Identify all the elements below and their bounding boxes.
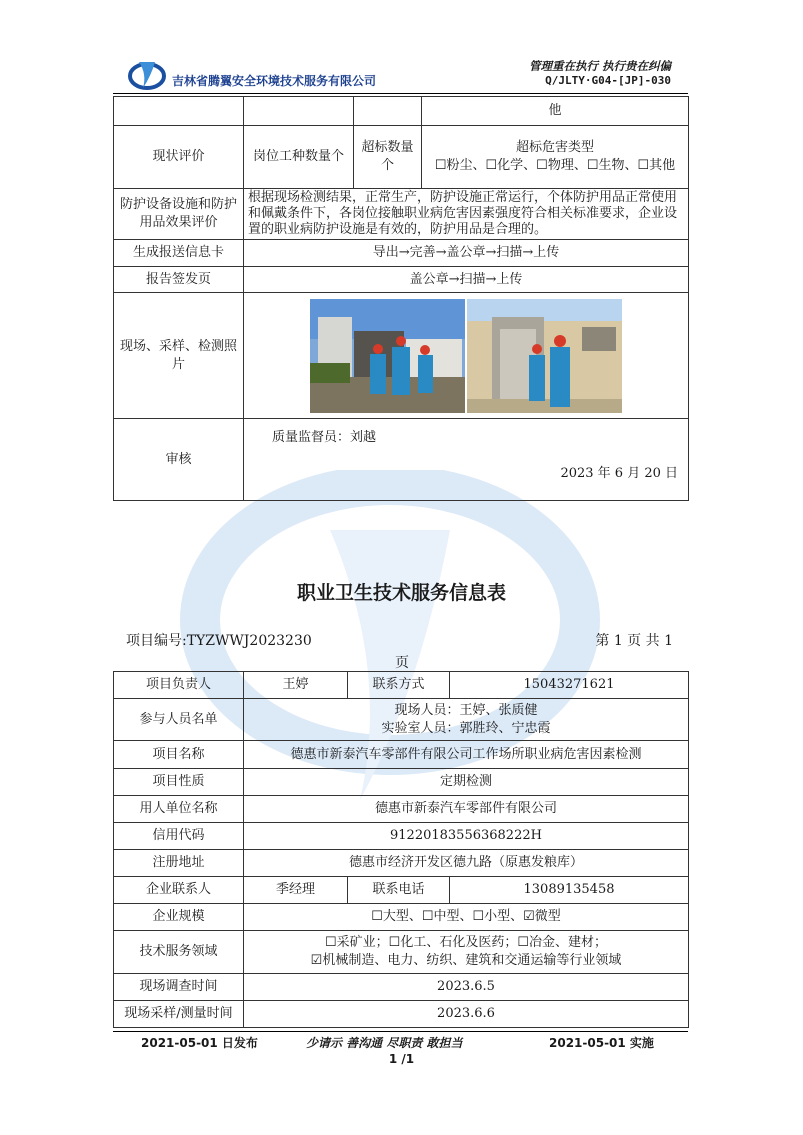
quality-supervisor: 质量监督员：刘越 xyxy=(272,430,377,445)
status-eval-label: 现状评价 xyxy=(114,126,244,189)
hazard-type-options: ☐粉尘、☐化学、☐物理、☐生物、☐其他 xyxy=(434,158,676,173)
contact-value: 15043271621 xyxy=(450,672,689,699)
project-nature-label: 项目性质 xyxy=(114,769,244,796)
over-count-label: 超标数量个 xyxy=(354,126,422,189)
service-field-value xyxy=(244,931,689,974)
header-motto: 管理重在执行 执行贵在纠偏 xyxy=(528,59,671,73)
info-card-flow: 导出→完善→盖公章→扫描→上传 xyxy=(244,240,689,267)
service-field-line1: ☐采矿业；☐化工、石化及医药；☐冶金、建材； xyxy=(325,935,607,950)
survey-time-label: 现场调查时间 xyxy=(114,974,244,1001)
company-logo-icon xyxy=(127,56,167,92)
photo-label: 现场、采样、检测照片 xyxy=(114,293,244,419)
phone-label: 联系电话 xyxy=(348,877,450,904)
hazard-options-continued: 他 xyxy=(422,97,689,126)
address-label: 注册地址 xyxy=(114,850,244,877)
review-label: 审核 xyxy=(114,419,244,501)
phone-value: 13089135458 xyxy=(450,877,689,904)
service-field-label: 技术服务领域 xyxy=(114,931,244,974)
protection-eval-label: 防护设备设施和防护用品效果评价 xyxy=(114,189,244,240)
participants-value xyxy=(244,699,689,741)
survey-time-value: 2023.6.5 xyxy=(244,974,689,1001)
footer-slogan: 少请示 善沟通 尽职责 敢担当 xyxy=(306,1036,463,1050)
scale-value: ☐大型、☐中型、☐小型、☑微型 xyxy=(244,904,689,931)
leader-label: 项目负责人 xyxy=(114,672,244,699)
enterprise-contact-label: 企业联系人 xyxy=(114,877,244,904)
page-info: 第 1 页 共 1 xyxy=(595,633,673,649)
hazard-type-cell xyxy=(422,126,689,189)
project-name-label: 项目名称 xyxy=(114,741,244,769)
project-nature-value: 定期检测 xyxy=(244,769,689,796)
scale-label: 企业规模 xyxy=(114,904,244,931)
review-date: 2023 年 6 月 20 日 xyxy=(560,466,678,481)
participants-field: 现场人员：王婷、张质健 xyxy=(394,702,538,718)
employer-label: 用人单位名称 xyxy=(114,796,244,823)
participants-lab: 实验室人员：郭胜玲、宁忠霞 xyxy=(381,720,551,736)
site-photos xyxy=(310,299,622,413)
contact-label: 联系方式 xyxy=(348,672,450,699)
document-code: Q/JLTY·G04-[JP]-030 xyxy=(545,74,671,87)
photo-cell xyxy=(244,293,689,419)
service-field-line2: ☑机械制造、电力、纺织、建筑和交通运输等行业领域 xyxy=(310,953,622,968)
footer-divider xyxy=(113,1031,688,1032)
enterprise-contact-value: 季经理 xyxy=(244,877,348,904)
release-date: 2021-05-01 日发布 xyxy=(141,1036,258,1050)
form-title: 职业卫生技术服务信息表 xyxy=(296,582,506,604)
protection-eval-text: 根据现场检测结果，正常生产，防护设施正常运行，个体防护用品正常使用和佩戴条件下，各岗位接触职业病危害因素强度符合相关标准要求，企业设置的职业病防护设施是有效的，防护用品是合理的。 xyxy=(244,189,689,240)
implement-date: 2021-05-01 实施 xyxy=(549,1036,654,1050)
service-info-table xyxy=(113,671,689,1028)
post-count-label: 岗位工种数量个 xyxy=(244,126,354,189)
site-photo-1 xyxy=(310,299,465,413)
hazard-type-title: 超标危害类型 xyxy=(515,140,594,155)
leader-value: 王婷 xyxy=(244,672,348,699)
site-photo-2 xyxy=(467,299,622,413)
page-number: 1 /1 xyxy=(388,1052,415,1066)
project-number: 项目编号:TYZWWJ2023230 xyxy=(126,633,312,649)
report-sign-label: 报告签发页 xyxy=(114,267,244,293)
sampling-time-value: 2023.6.6 xyxy=(244,1001,689,1028)
sampling-time-label: 现场采样/测量时间 xyxy=(114,1001,244,1028)
header-divider xyxy=(113,93,688,94)
company-name: 吉林省腾翼安全环境技术服务有限公司 xyxy=(172,74,377,88)
review-cell xyxy=(244,419,689,501)
employer-value: 德惠市新泰汽车零部件有限公司 xyxy=(244,796,689,823)
participants-label: 参与人员名单 xyxy=(114,699,244,741)
credit-code-value: 91220183556368222H xyxy=(244,823,689,850)
address-value: 德惠市经济开发区德九路（原惠发粮库） xyxy=(244,850,689,877)
project-name-value: 德惠市新泰汽车零部件有限公司工作场所职业病危害因素检测 xyxy=(244,741,689,769)
credit-code-label: 信用代码 xyxy=(114,823,244,850)
evaluation-table xyxy=(113,96,689,501)
info-card-label: 生成报送信息卡 xyxy=(114,240,244,267)
page-info-wrap: 页 xyxy=(395,655,409,671)
report-sign-flow: 盖公章→扫描→上传 xyxy=(244,267,689,293)
